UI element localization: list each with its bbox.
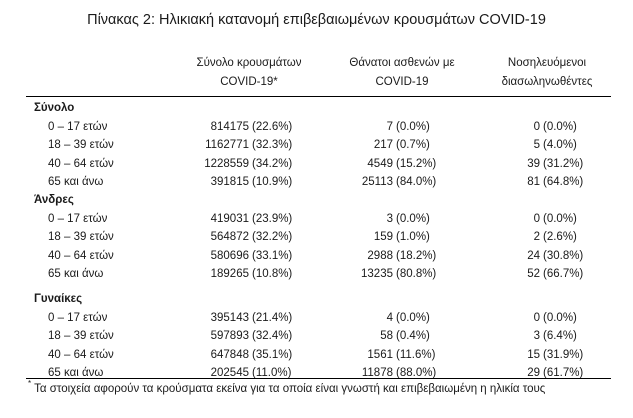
footnote-text: Τα στοιχεία αφορούν τα κρούσματα εκείνα για τα οποία είναι γνωστή και επιβεβαιωμένη η ηλικία τους (34, 382, 546, 395)
header-intubated (482, 54, 612, 92)
cases-count: 1162771 (205, 139, 249, 152)
deaths-percent: (84.0%) (396, 176, 437, 189)
age-group-label: 40 – 64 ετών (48, 157, 114, 170)
cases-percent: (32.4%) (252, 330, 293, 343)
table-row (0, 118, 633, 136)
deaths-percent: (80.8%) (396, 268, 437, 281)
deaths-count: 3 (386, 212, 393, 225)
intubated-count: 39 (527, 157, 540, 170)
cases-percent: (22.6%) (252, 120, 293, 133)
deaths-count: 11878 (361, 367, 393, 380)
age-group-label: 65 και άνω (48, 268, 104, 281)
cases-count: 647848 (210, 348, 249, 361)
footnote (28, 380, 545, 395)
header-line: Σύνολο κρουσμάτων (196, 57, 302, 69)
intubated-percent: (4.0%) (543, 139, 577, 152)
cases-count: 395143 (210, 311, 249, 324)
cases-count: 391815 (210, 176, 249, 189)
cases-percent: (11.0%) (252, 367, 292, 380)
section-row (0, 99, 633, 117)
deaths-percent: (0.7%) (396, 139, 430, 152)
cases-count: 419031 (210, 212, 249, 225)
age-group-label: 18 – 39 ετών (48, 330, 114, 343)
intubated-count: 29 (527, 367, 540, 380)
intubated-percent: (30.8%) (543, 249, 584, 262)
header-line: διασωληνωθέντες (501, 76, 593, 88)
header-line: Νοσηλευόμενοι (507, 57, 587, 69)
deaths-count: 25113 (361, 176, 393, 189)
cases-percent: (10.9%) (252, 176, 293, 189)
deaths-percent: (0.0%) (396, 120, 430, 133)
cases-percent: (33.1%) (252, 249, 293, 262)
cases-count: 814175 (210, 120, 249, 133)
age-group-label: 18 – 39 ετών (48, 139, 114, 152)
table-bottom-rule (26, 378, 611, 379)
intubated-percent: (6.4%) (543, 330, 577, 343)
age-group-label: 40 – 64 ετών (48, 348, 114, 361)
intubated-percent: (66.7%) (543, 268, 584, 281)
intubated-percent: (0.0%) (543, 120, 577, 133)
age-group-label: 18 – 39 ετών (48, 231, 114, 244)
table-top-rule (26, 96, 611, 97)
intubated-percent: (64.8%) (543, 176, 584, 189)
deaths-count: 4549 (367, 157, 393, 170)
deaths-percent: (0.0%) (396, 212, 430, 225)
deaths-count: 2988 (367, 249, 393, 262)
intubated-percent: (31.2%) (543, 157, 584, 170)
table-row (0, 228, 633, 246)
intubated-count: 0 (533, 120, 540, 133)
header-deaths (322, 54, 482, 92)
intubated-count: 2 (533, 231, 540, 244)
age-group-label: 40 – 64 ετών (48, 249, 114, 262)
section-row (0, 290, 633, 308)
intubated-percent: (61.7%) (543, 367, 584, 380)
section-label: Γυναίκες (34, 293, 83, 305)
intubated-count: 15 (527, 348, 540, 361)
intubated-count: 81 (527, 176, 540, 189)
age-group-label: 0 – 17 ετών (48, 311, 108, 324)
cases-count: 1228559 (204, 157, 249, 170)
intubated-count: 24 (527, 249, 540, 262)
deaths-count: 58 (380, 330, 393, 343)
table-row (0, 265, 633, 283)
header-line: Θάνατοι ασθενών με (349, 57, 455, 69)
table-row (0, 173, 633, 191)
section-label: Άνδρες (34, 194, 74, 206)
deaths-count: 4 (386, 311, 393, 324)
deaths-count: 1561 (367, 348, 393, 361)
age-group-label: 0 – 17 ετών (48, 120, 108, 133)
cases-count: 580696 (210, 249, 249, 262)
age-group-label: 65 και άνω (48, 367, 104, 380)
cases-count: 202545 (210, 367, 249, 380)
header-line: COVID-19* (220, 76, 278, 88)
cases-count: 597893 (210, 330, 249, 343)
deaths-percent: (0.0%) (396, 311, 430, 324)
table-row (0, 136, 633, 154)
deaths-count: 7 (386, 120, 393, 133)
intubated-count: 5 (533, 139, 540, 152)
cases-count: 189265 (210, 268, 249, 281)
deaths-percent: (15.2%) (396, 157, 437, 170)
deaths-percent: (88.0%) (396, 367, 437, 380)
deaths-percent: (11.6%) (396, 348, 436, 361)
deaths-percent: (0.4%) (396, 330, 430, 343)
cases-percent: (32.2%) (252, 231, 293, 244)
cases-percent: (23.9%) (252, 212, 293, 225)
table-row (0, 155, 633, 173)
table-row (0, 247, 633, 265)
table-row (0, 210, 633, 228)
intubated-count: 0 (533, 311, 540, 324)
table-row (0, 327, 633, 345)
deaths-percent: (18.2%) (396, 249, 437, 262)
table-row (0, 346, 633, 364)
age-group-label: 0 – 17 ετών (48, 212, 108, 225)
table-row (0, 309, 633, 327)
intubated-count: 52 (527, 268, 540, 281)
table-title: Πίνακας 2: Ηλικιακή κατανομή επιβεβαιωμένων κρουσμάτων COVID-19 (87, 12, 546, 28)
footnote-marker: * (28, 379, 32, 388)
section-label: Σύνολο (34, 102, 75, 114)
cases-percent: (32.3%) (252, 139, 293, 152)
intubated-percent: (2.6%) (543, 231, 577, 244)
cases-percent: (10.8%) (252, 268, 293, 281)
deaths-count: 13235 (361, 268, 393, 281)
cases-percent: (35.1%) (252, 348, 293, 361)
header-total-cases (174, 54, 324, 92)
intubated-count: 3 (533, 330, 540, 343)
cases-count: 564872 (210, 231, 249, 244)
header-line: COVID-19 (375, 76, 429, 88)
deaths-count: 217 (373, 139, 393, 152)
age-group-label: 65 και άνω (48, 176, 104, 189)
intubated-percent: (0.0%) (543, 212, 577, 225)
section-row (0, 191, 633, 209)
deaths-percent: (1.0%) (396, 231, 430, 244)
intubated-percent: (0.0%) (543, 311, 577, 324)
intubated-percent: (31.9%) (543, 348, 584, 361)
intubated-count: 0 (533, 212, 540, 225)
cases-percent: (21.4%) (252, 311, 293, 324)
deaths-count: 159 (373, 231, 393, 244)
cases-percent: (34.2%) (252, 157, 293, 170)
